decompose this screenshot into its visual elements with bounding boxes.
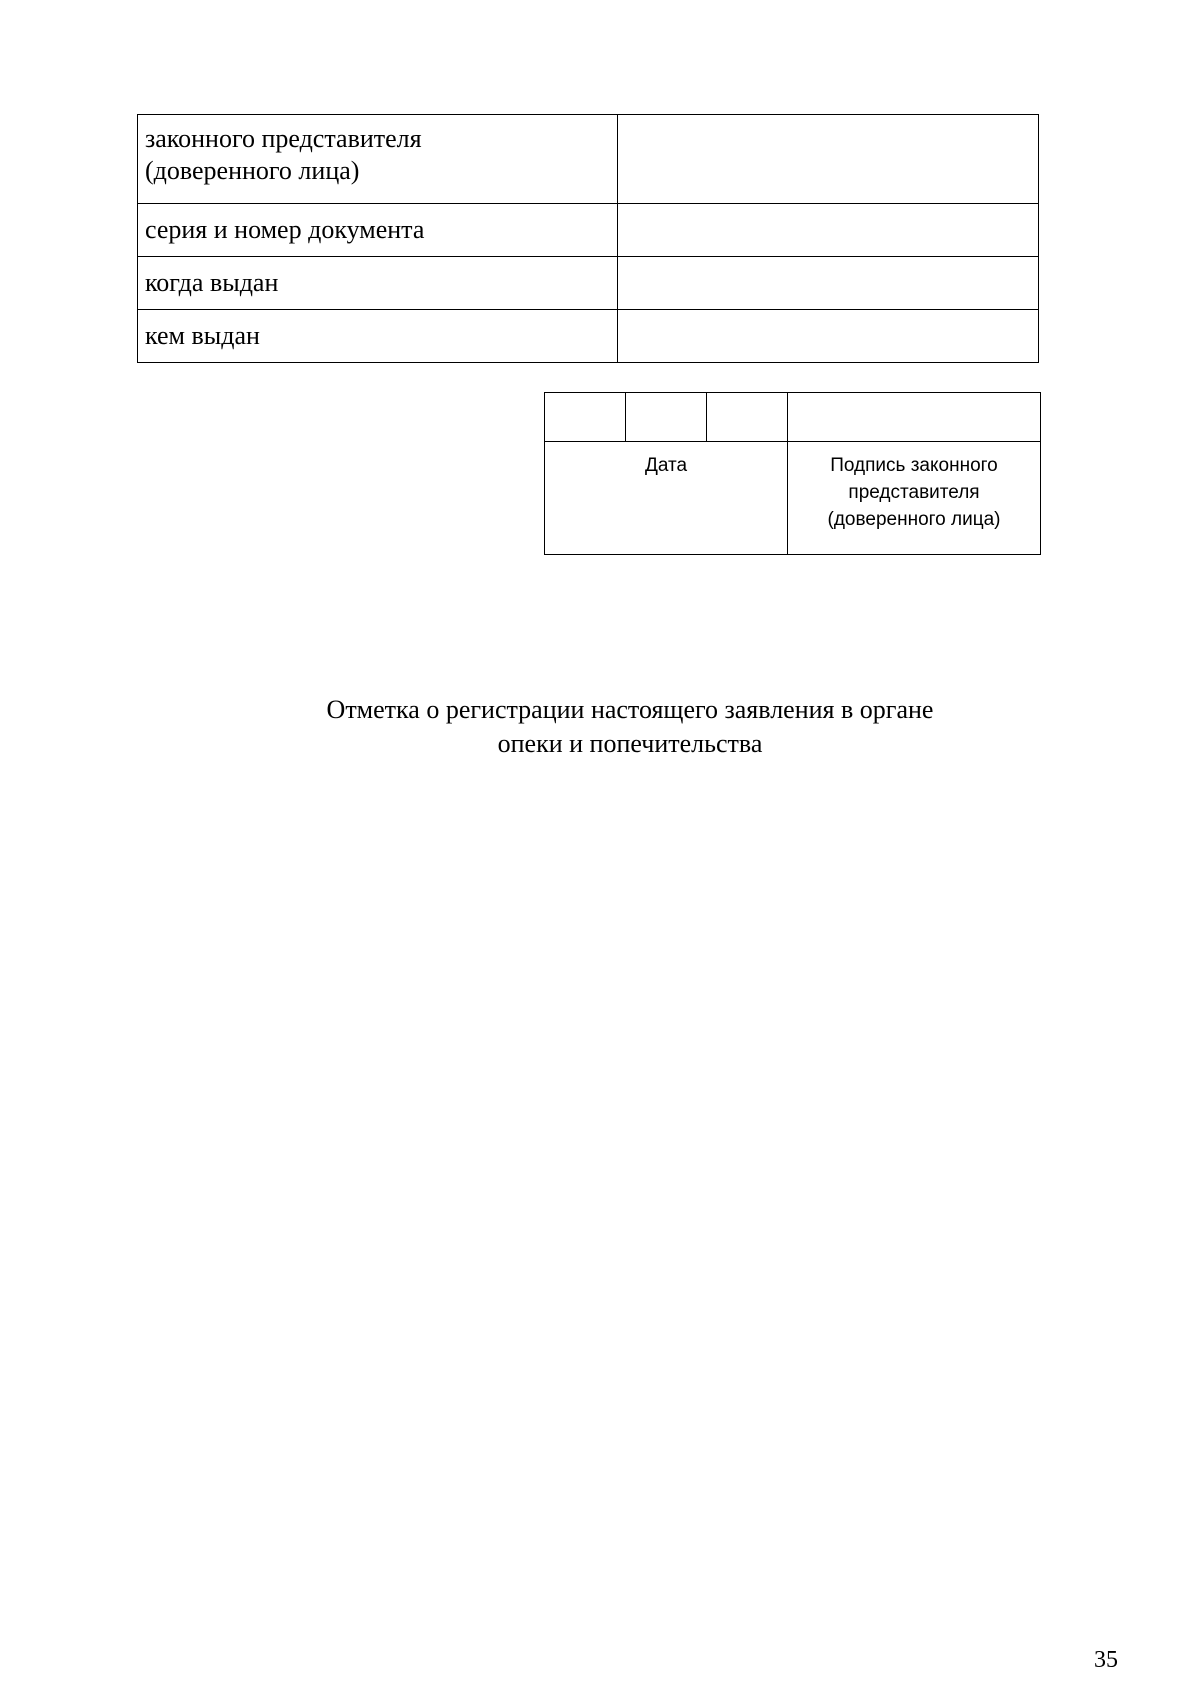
entry-row bbox=[545, 393, 1041, 442]
date-signature-block bbox=[544, 392, 1041, 555]
date-month-box[interactable] bbox=[626, 393, 707, 442]
table-row bbox=[138, 204, 1039, 257]
table-row bbox=[138, 257, 1039, 310]
date-caption: Дата bbox=[545, 442, 788, 555]
registration-note-line: Отметка о регистрации настоящего заявления в органе bbox=[326, 695, 934, 724]
date-day-box[interactable] bbox=[545, 393, 626, 442]
document-number-label: серия и номер документа bbox=[138, 204, 618, 257]
table-row bbox=[138, 310, 1039, 363]
caption-line: представителя bbox=[848, 482, 980, 503]
signature-caption bbox=[788, 442, 1041, 555]
page-number: 35 bbox=[1094, 1647, 1118, 1673]
signature-box[interactable] bbox=[788, 393, 1041, 442]
issue-date-label: когда выдан bbox=[138, 257, 618, 310]
caption-row bbox=[545, 442, 1041, 555]
representative-document-table bbox=[137, 114, 1039, 363]
table-row bbox=[138, 115, 1039, 204]
representative-label bbox=[138, 115, 618, 204]
issued-by-field[interactable] bbox=[618, 310, 1039, 363]
label-line: законного представителя bbox=[145, 124, 422, 153]
label-line: (доверенного лица) bbox=[145, 156, 360, 185]
issue-date-field[interactable] bbox=[618, 257, 1039, 310]
caption-line: Подпись законного bbox=[830, 455, 998, 476]
registration-note bbox=[200, 693, 1060, 761]
caption-line: (доверенного лица) bbox=[827, 509, 1001, 530]
registration-note-line: опеки и попечительства bbox=[497, 729, 763, 758]
date-year-box[interactable] bbox=[707, 393, 788, 442]
document-number-field[interactable] bbox=[618, 204, 1039, 257]
issued-by-label: кем выдан bbox=[138, 310, 618, 363]
representative-value-field[interactable] bbox=[618, 115, 1039, 204]
